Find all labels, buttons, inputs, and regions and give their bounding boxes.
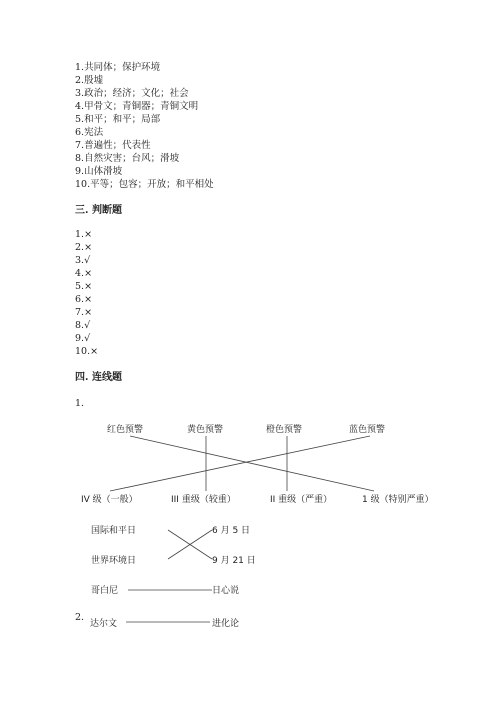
section-title-judge: 三. 判断题 [75,205,122,216]
warning-red: 红色预警 [107,425,144,435]
question-2-number: 2. [75,612,85,623]
fill-answer-8: 8.自然灾害；台风；滑坡 [75,153,180,164]
judge-answer-7: 7.× [75,307,93,318]
theory-evolution: 进化论 [212,619,240,629]
fill-answer-9: 9.山体滑坡 [75,166,123,177]
fill-answer-10: 10.平等；包容；开放；和平相处 [75,179,214,190]
day-peace: 国际和平日 [91,526,137,536]
judge-answer-4: 4.× [75,268,93,279]
fill-answer-3: 3.政治；经济；文化；社会 [75,88,189,99]
judge-answer-2: 2.× [75,242,93,253]
match-line-red [130,436,374,491]
level-1: 1 级（特别严重） [362,495,434,505]
fill-answer-4: 4.甲骨文；青铜器；青铜文明 [75,101,199,112]
person-copernicus: 哥白尼 [91,586,119,596]
judge-answer-1: 1.× [75,229,93,240]
warning-orange: 橙色预警 [266,425,303,435]
fill-answer-5: 5.和平；和平；局部 [75,114,161,125]
judge-answer-8: 8.√ [75,320,91,331]
section-title-matching: 四. 连线题 [75,372,122,383]
warning-blue: 蓝色预警 [349,425,386,435]
level-3: III 重级（较重） [171,495,236,505]
judge-answer-6: 6.× [75,294,93,305]
date-sept-21: 9 月 21 日 [212,556,256,566]
judge-answer-10: 10.× [75,346,99,357]
person-darwin: 达尔文 [90,619,118,629]
judge-answer-5: 5.× [75,281,93,292]
question-1-number: 1. [75,398,85,409]
fill-answer-2: 2.殷墟 [75,75,104,86]
judge-answer-3: 3.√ [75,255,91,266]
date-june-5: 6 月 5 日 [212,526,251,536]
fill-answer-6: 6.宪法 [75,127,104,138]
judge-answer-9: 9.√ [75,333,91,344]
fill-answer-7: 7.普遍性；代表性 [75,140,151,151]
theory-heliocentric: 日心说 [212,586,240,596]
fill-answer-1: 1.共同体；保护环境 [75,62,161,73]
level-4: IV 级（一般） [81,495,138,505]
day-environment: 世界环境日 [91,556,137,566]
warning-yellow: 黄色预警 [187,425,224,435]
level-2: II 重级（严重） [270,495,333,505]
match-line-blue [110,436,370,491]
